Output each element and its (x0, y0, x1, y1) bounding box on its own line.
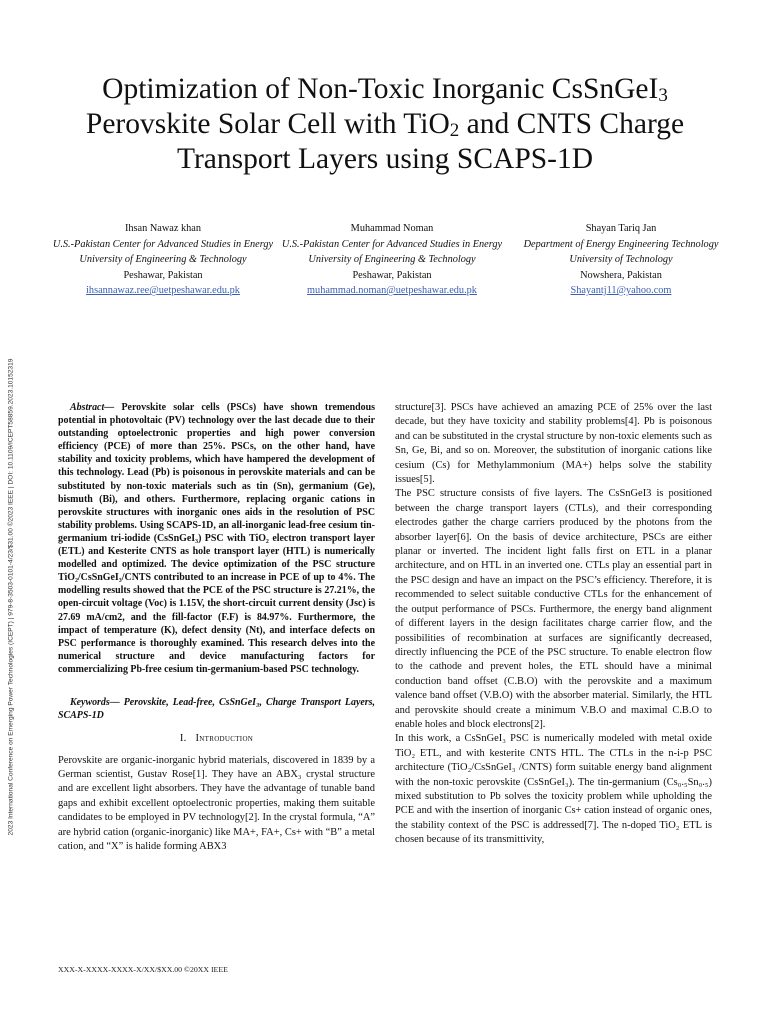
intro-paragraph-1: Perovskite are organic-inorganic hybrid materials, discovered in 1839 by a German scientist, Gustav Rose[1]. They have an ABX₃ crystal structure and are excellent light absorbers. They have the advantage of tunable band gaps and exhibit excellent optoelectronic properties, making them suitable candidates to be employed in PV technology[2]. In the crystal formula, “A” are hybrid cation (organic-inorganic) like MA+, FA+, Cs+ with “B” a metal cation, and “X” is halide forming ABX3 (58, 754, 375, 852)
right-column (395, 401, 712, 848)
author-location: Peshawar, Pakistan (123, 269, 203, 281)
author-affiliation: U.S.-Pakistan Center for Advanced Studies in Energy (52, 238, 274, 250)
abstract-dash: — (104, 402, 115, 413)
author-email-link[interactable]: Shayantj11@yahoo.com (570, 285, 672, 296)
author-3 (510, 221, 732, 299)
title-line-1: Optimization of Non-Toxic Inorganic CsSnGeI$_3$ (102, 73, 668, 106)
author-university: University of Technology (569, 254, 673, 265)
section-heading-introduction: I. Introduction (179, 733, 254, 745)
author-name: Ihsan Nawaz khan (124, 223, 202, 234)
abstract-text: Perovskite solar cells (PSCs) have shown tremendous potential in photovoltaic (PV) technology over the last decade due to their outstanding optoelectronic properties and high power conversion efficiency (PCE) of more than 25%. PSCs, on the other hand, have stability and toxicity problems, which have hampered the development of this technology. Lead (Pb) is poisonous in perovskite materials and can be substituted by non-toxic materials such as tin (Sn), germanium (Ge), bismuth (Bi), and others. Furthermore, replacing organic cations in perovskite structures with inorganic ones aids in the resolution of PSC stability problems. Using SCAPS-1D, an all-inorganic lead-free cesium tin-germanium tri-iodide (CsSnGeI₃) PSC with TiO₂ electron transport layer (ETL) and Kesterite CNTS as hole transport layer (HTL) is numerically modelled and optimized. The device optimization of the PSC structure TiO₂/CsSnGeI₃/CNTS contributed to an increase in PCE of up to 4%. The modelling results showed that the PCE of the PSC structure is 27.21%, the open-circuit voltage (Voc) is 1.15V, the short-circuit current density (Jsc) is 27.69 mA/cm2, and the fill-factor (F.F) is 84.97%. Furthermore, the impact of temperature (K), defect density (Nt), and interface defects on PSC performance is thoroughly examined. This research delves into the numerical structure and device manufacturing factors for commercializing Pb-free cesium tin-germanium-based PSC technology. (58, 402, 375, 675)
author-university: University of Engineering & Technology (79, 254, 247, 265)
footer-copyright: XXX-X-XXXX-XXXX-X/XX/$XX.00 ©20XX IEEE (58, 965, 228, 974)
author-1 (52, 221, 274, 299)
author-block (52, 221, 732, 299)
paper-title (60, 72, 710, 177)
author-name: Shayan Tariq Jan (585, 223, 657, 234)
keywords-label: Keywords (70, 696, 110, 708)
left-column (58, 401, 375, 854)
author-email-link[interactable]: muhammad.noman@uetpeshawar.edu.pk (307, 285, 477, 296)
author-email-link[interactable]: ihsannawaz.ree@uetpeshawar.edu.pk (86, 285, 240, 296)
side-citation-text: 2023 International Conference on Emerging Power Technologies (ICEPT) | 979-8-3503-0101-4/23/$31.00 ©2023 IEEE | DOI: 10.1109/ICEPT58859.2023.10152319 (7, 358, 15, 836)
intro-paragraph-3: The PSC structure consists of five layers. The CsSnGeI3 is positioned between the charge transport layers (CTLs), and their corresponding electrodes gather the charge carriers produced by the photons from the absorber layer[6]. On the basis of device architecture, PSCs are either planar or inverted. The incident light falls first on ETL in a planar architecture, and on HTL in an inverted one. CTLs play an essential part in the PSC design and have an impact on the PSC’s efficiency. Therefore, it is recommended to select suitable conductive CTLs for the enhancement of the output performance of PSCs. Furthermore, the energy band alignment of different layers in the design facilitates charge carrier flow, and the possibilities of recombination at surfaces are significantly decreased, directly influencing the PCE of the PSC structure. To enable electron flow to the cathode and prevent holes, the ETL should have a minimal conduction band offset (C.B.O) with the perovskite and a maximum valence band offset (V.B.O) with the absorber material. Similarly, the HTL and perovskite should create a minimum V.B.O and maximal C.B.O to enable holes and block electrons[2]. (395, 488, 712, 730)
author-affiliation: U.S.-Pakistan Center for Advanced Studies in Energy (281, 238, 503, 250)
author-name: Muhammad Noman (350, 223, 434, 234)
author-location: Nowshera, Pakistan (580, 269, 662, 281)
title-line-2: Perovskite Solar Cell with TiO$_2$ and CNTS Charge (85, 108, 685, 141)
title-line-3: Transport Layers using SCAPS-1D (176, 143, 594, 175)
side-citation-strip (4, 272, 18, 922)
intro-paragraph-4: In this work, a CsSnGeI₃ PSC is numerically modeled with metal oxide TiO₂ ETL, and with kesterite CNTS HTL. The CTLs in the n-i-p PSC architecture (TiO₂/CsSnGeI₃ /CNTS) form suitable energy band alignment with the non-toxic perovskite (CsSnGeI₃). The tin-germanium (Cs₀.₅Sn₀.₅) mixed substitution to Pb solves the toxicity problem while upholding the PCE and with the insertion of inorganic Cs+ cation instead of organic ones, the stability context of the PSC is addressed[7]. The n-doped TiO₂ ETL is chosen because of its transmittivity, (395, 733, 712, 846)
abstract-label: Abstract (70, 402, 105, 413)
intro-paragraph-2: structure[3]. PSCs have achieved an amazing PCE of 25% over the last decade, but they have toxicity and stability problems[4]. Pb is poisonous and can be substituted in the crystal structure by non-toxic elements such as Sn, Ge, Bi, and so on. Moreover, the substitution of inorganic cations like cesium (Cs) for Methylammonium (MA+) helps solve the stability issues[5]. (395, 402, 712, 486)
author-2 (281, 221, 503, 299)
author-affiliation: Department of Energy Engineering Technology (523, 238, 719, 250)
keywords-text: — Perovskite, Lead-free, CsSnGeI₃, Charge Transport Layers, SCAPS-1D (58, 696, 375, 722)
author-location: Peshawar, Pakistan (352, 269, 432, 281)
author-university: University of Engineering & Technology (308, 254, 476, 265)
abstract (58, 401, 375, 676)
keywords (58, 696, 375, 722)
